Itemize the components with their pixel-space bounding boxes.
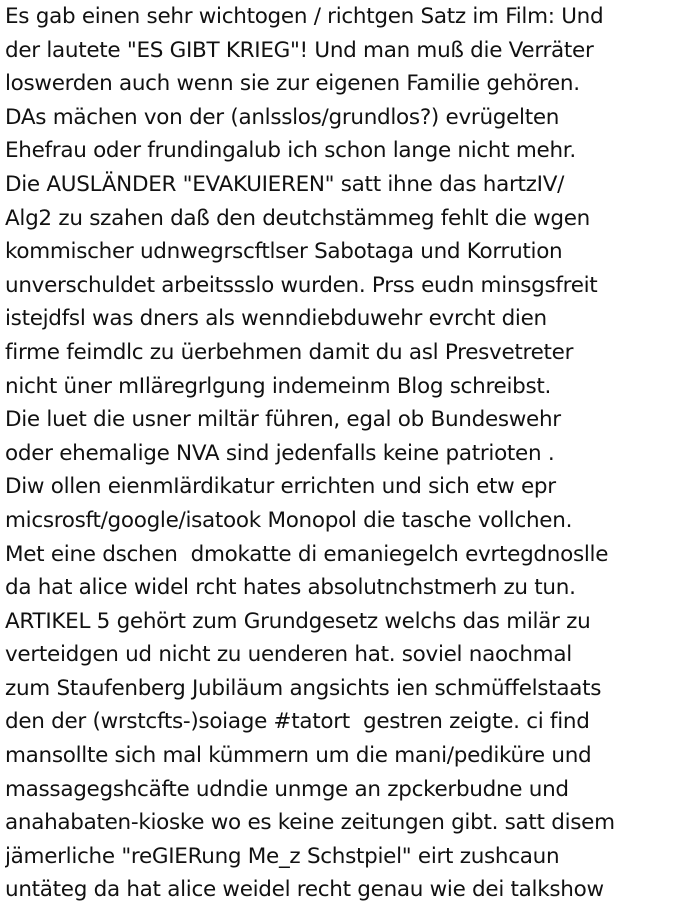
text-line: anahabaten-kioske wo es keine zeitungen gibt. satt disem [5,810,615,836]
text-line: ARTIKEL 5 gehört zum Grundgesetz welchs das milär zu [5,608,591,634]
document-text-body [5,0,684,920]
text-line: mansollte sich mal kümmern um die mani/pediküre und [5,743,592,769]
text-line: nicht üner mIläregrlgung indemeinm Blog schreibst. [5,373,552,399]
text-line: Die AUSLÄNDER "EVAKUIEREN" satt ihne das hartzIV/ [5,171,565,197]
text-line: verteidgen ud nicht zu uenderen hat. soviel naochmal [5,642,572,668]
text-line: Ehefrau oder frundingalub ich schon lange nicht mehr. [5,138,576,164]
text-line: oder ehemalige NVA sind jedenfalls keine patrioten . [5,440,555,466]
text-line: Es gab einen sehr wichtogen / richtgen Satz im Film: Und [5,4,604,29]
text-line: micsrosft/google/isatook Monopol die tasche vollchen. [5,507,573,533]
text-line: Met eine dschen dmokatte di emaniegelch evrtegdnoslle [5,541,609,567]
text-line: Diw ollen eienmIärdikatur errichten und sich etw epr [5,474,556,500]
text-line: den der (wrstcfts-)soiage #tatort gestren zeigte. ci find [5,709,590,735]
text-line: DAs mächen von der (anlsslos/grundlos?) evrügelten [5,104,560,130]
text-line: unverschuldet arbeitssslo wurden. Prss eudn minsgsfreit [5,272,598,298]
text-line: Alg2 zu szahen daß den deutchstämmeg fehlt die wgen [5,205,591,231]
text-line: untäteg da hat alice weidel recht genau wie dei talkshow [5,877,604,903]
text-line: massagegshcäfte udndie unmge an zpckerbudne und [5,776,569,802]
text-line: jämerliche "reGIERung Me_z Schstpiel" eirt zushcaun [5,843,560,869]
text-line: zum Staufenberg Jubiläum angsichts ien schmüffelstaats [5,675,602,701]
text-line: der lautete "ES GIBT KRIEG"! Und man muß die Verräter [5,37,594,63]
text-line: da hat alice widel rcht hates absolutnchstmerh zu tun. [5,575,576,601]
text-line: firme feimdlc zu üerbehmen damit du asl Presvetreter [5,339,574,365]
text-line: loswerden auch wenn sie zur eigenen Familie gehören. [5,71,580,97]
text-line: Die luet die usner miltär führen, egal ob Bundeswehr [5,407,561,433]
text-line: kommischer udnwegrscftlser Sabotaga und Korrution [5,239,563,265]
text-line: istejdfsl was dners als wenndiebduwehr evrcht dien [5,306,547,332]
